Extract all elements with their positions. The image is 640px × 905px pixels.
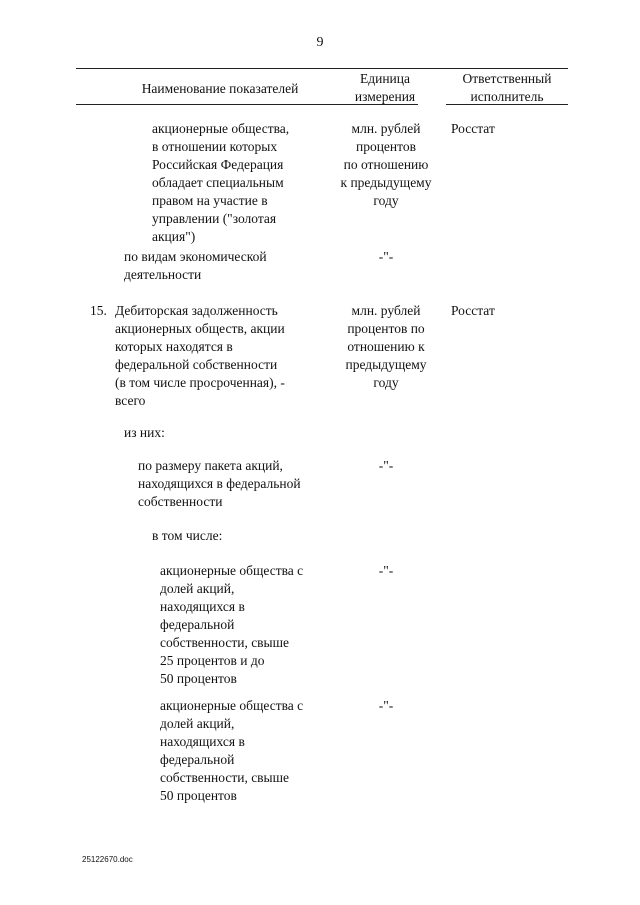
header-top-rule — [76, 68, 568, 69]
row-golden-share-unit: млн. рублей процентов по отношению к предыдущему году — [340, 121, 432, 208]
row-including-label: в том числе: — [152, 528, 223, 543]
row-stake-over-50-unit: -"- — [378, 698, 394, 713]
header-unit: Единица измерения — [354, 71, 416, 104]
row-15-unit: млн. рублей процентов по отношению к предыдущему году — [345, 303, 427, 390]
row-stake-25-50-unit: -"- — [378, 563, 394, 578]
row-golden-share-executor: Росстат — [451, 121, 495, 136]
row-stake-over-50-name: акционерные общества с долей акций, находящихся в федеральной собственности, свыше 50 процентов — [160, 698, 304, 803]
row-15-executor: Росстат — [451, 303, 495, 318]
row-by-activity-name: по видам экономической деятельности — [124, 249, 267, 282]
row-15-name: Дебиторская задолженность акционерных обществ, акции которых находятся в федеральной собственности (в том числе просроченная), - всего — [115, 303, 285, 408]
row-of-them-label: из них: — [124, 425, 165, 440]
header-executor: Ответственный исполнитель — [462, 71, 552, 104]
header-name: Наименование показателей — [141, 81, 299, 96]
page-number: 9 — [316, 35, 324, 50]
row-by-stake-size-name: по размеру пакета акций, находящихся в федеральной собственности — [138, 458, 301, 509]
row-golden-share-name: акционерные общества, в отношении которых Российская Федерация обладает специальным правом на участие в управлении ("золотая акция") — [152, 121, 290, 244]
row-by-activity-unit: -"- — [378, 249, 394, 264]
header-bottom-rule-executor — [446, 104, 568, 105]
row-stake-25-50-name: акционерные общества с долей акций, находящихся в федеральной собственности, свыше 25 процентов и до 50 процентов — [160, 563, 304, 686]
row-by-stake-size-unit: -"- — [378, 458, 394, 473]
row-15-number: 15. — [90, 303, 107, 318]
footer-document-code: 25122670.doc — [82, 855, 133, 864]
header-bottom-rule — [76, 104, 418, 105]
